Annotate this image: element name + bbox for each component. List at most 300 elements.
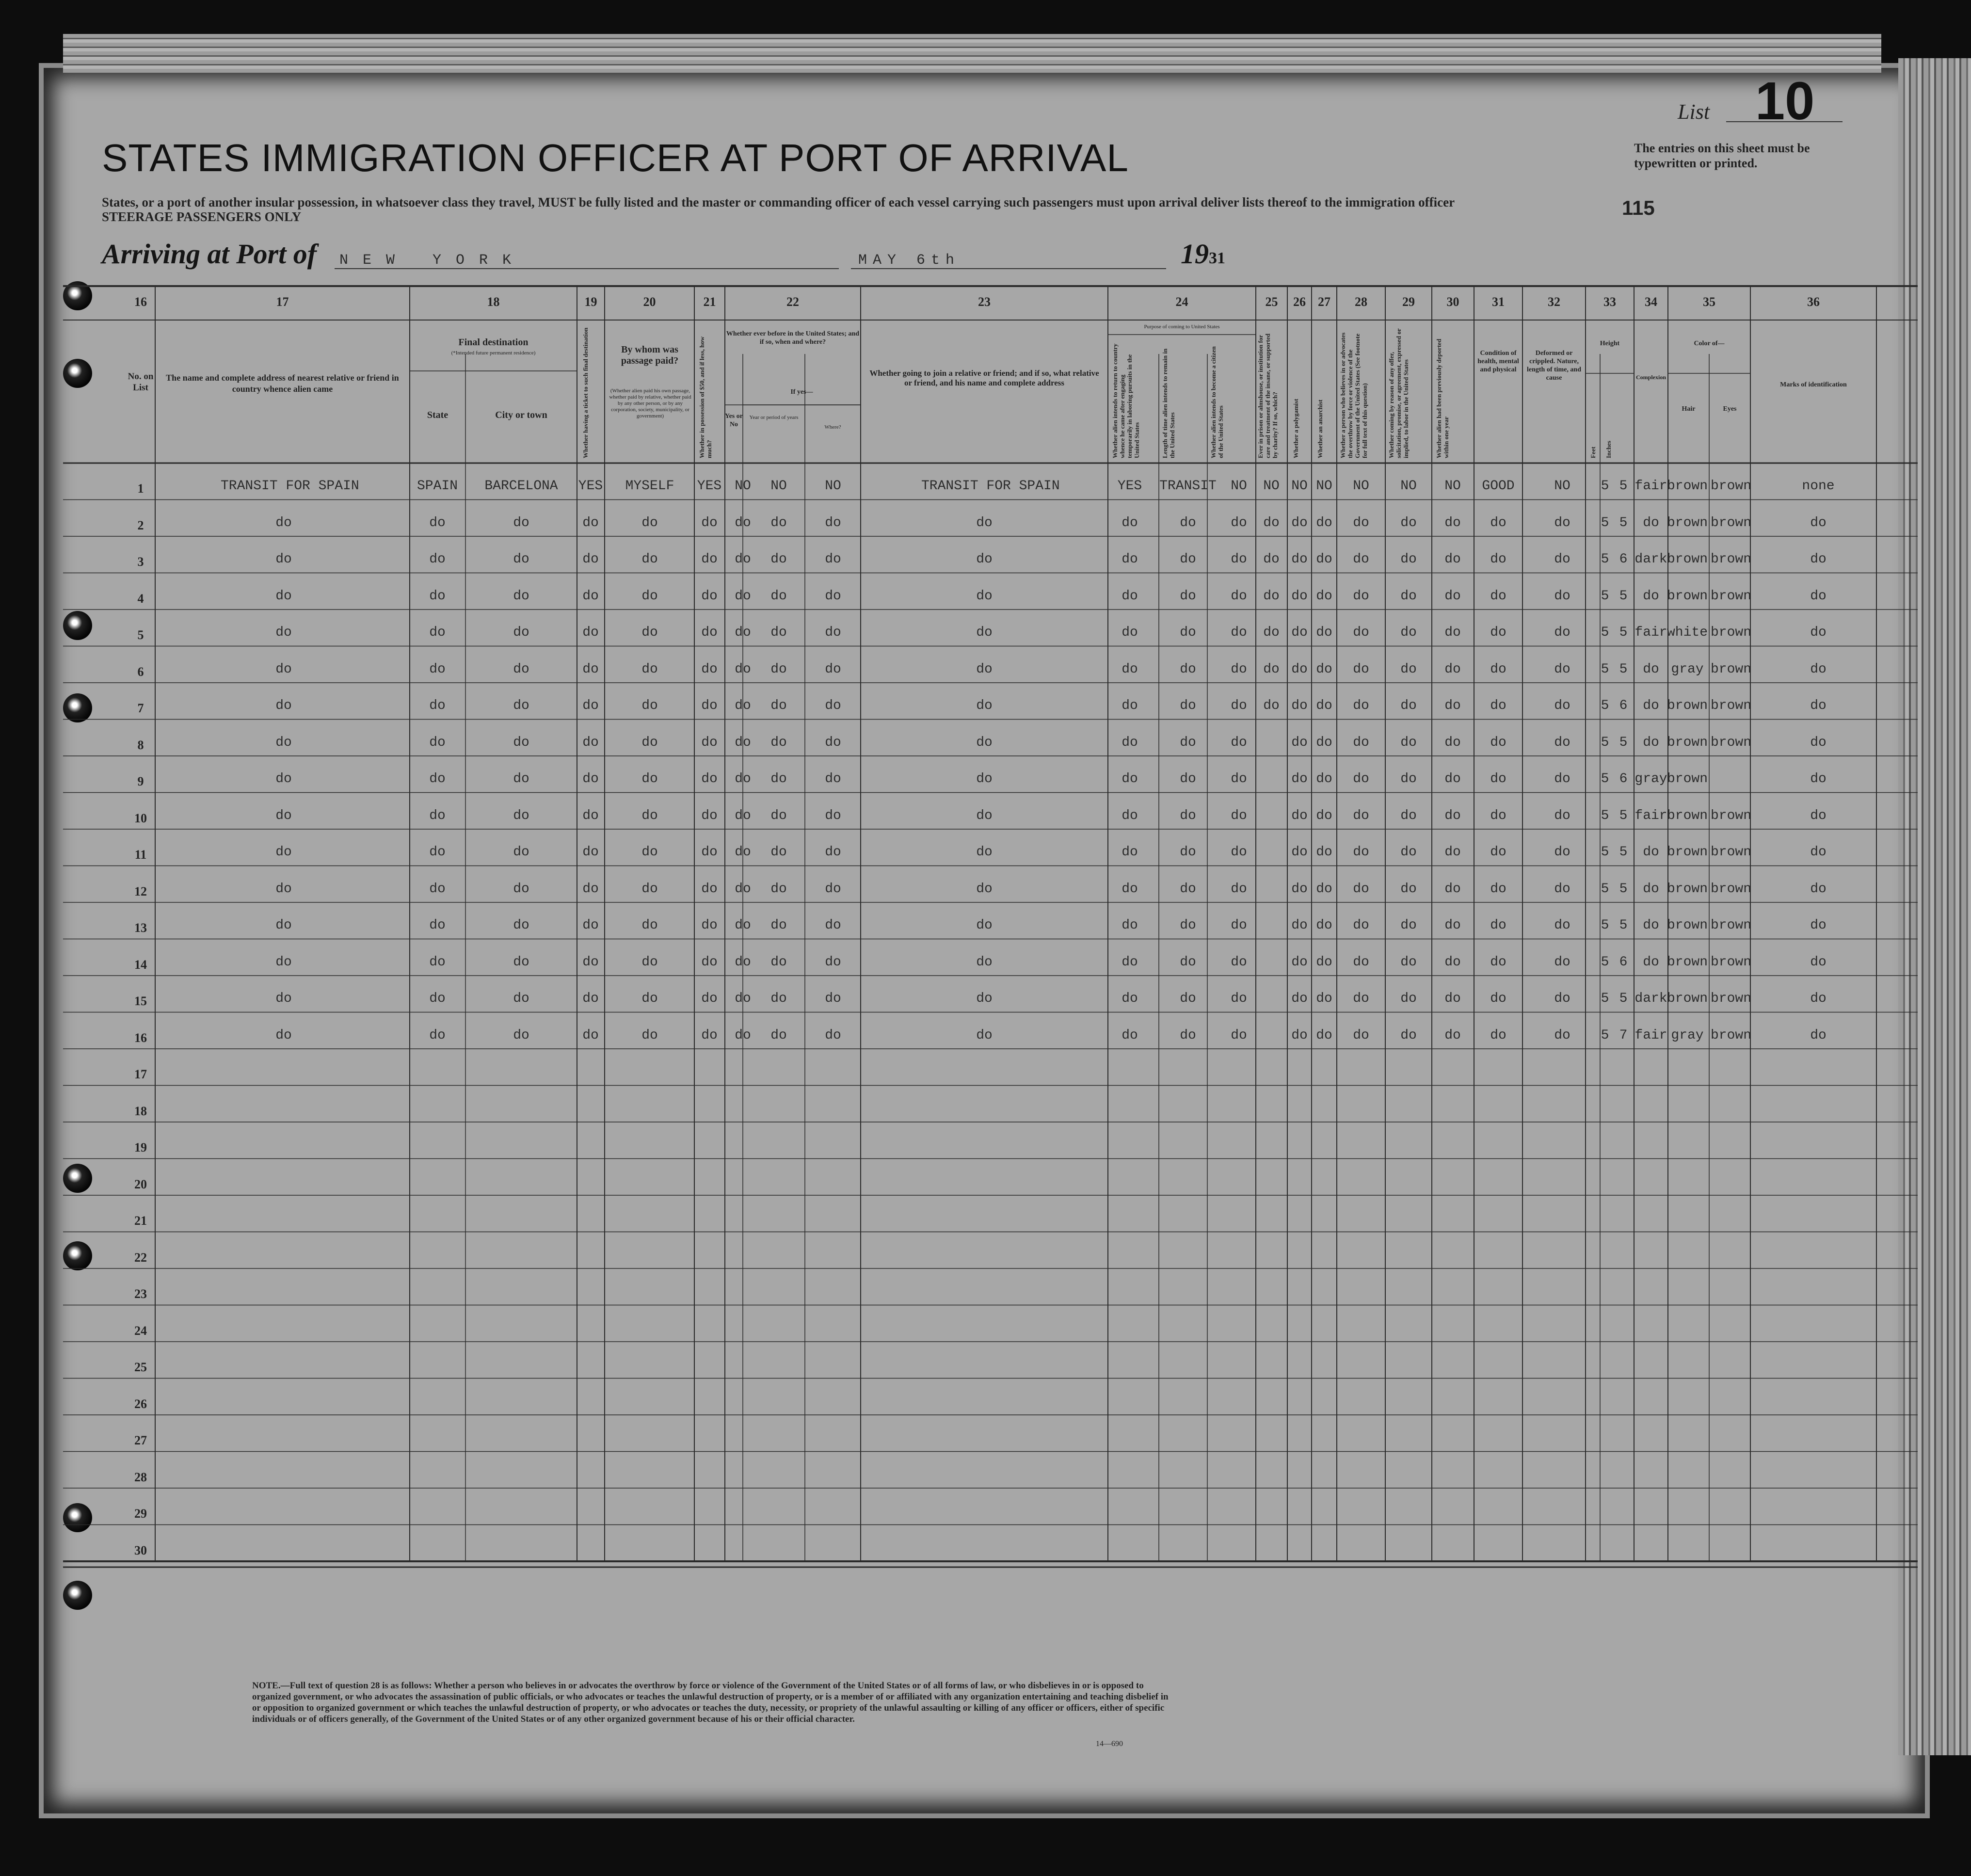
cell-period: do [770,771,787,786]
cell-marks: do [1810,845,1827,860]
cell-period: do [770,918,787,933]
cell-anar: do [1316,1027,1332,1043]
cell-state: do [429,954,446,970]
cell-inches: 6 [1619,954,1628,970]
cell-eyes: brown [1710,918,1751,933]
cell-complexion: do [1643,918,1659,933]
cell-ever: do [735,845,751,860]
row-number: 28 [134,1470,147,1484]
cell-by_whom: do [641,771,658,786]
cell-q28: do [1353,954,1369,970]
cell-by_whom: do [641,954,658,970]
cell-feet: 5 [1601,588,1609,604]
cell-prison: do [1263,515,1280,530]
cell-state: do [429,552,446,567]
cell-q29: do [1400,735,1417,750]
cell-state: SPAIN [417,479,458,494]
footnote: NOTE.—Full text of question 28 is as follows: Whether a person who believes in or advocates the overthrow by force or violence of the Government of the United States or of all forms of law, or who disbelieves in or is opposed to organized government, or who advocates the assassination of public officials, or who advocates or teaches the unlawful destruction of property, or is a member of or affiliated with any organization entertaining and teaching disbelief in or opposition to organized government or which teaches the unlawful destruction of property, or who advocates or teaches the duty, necessity, or propriety of the unlawful assaulting or killing of any officer or officers, either of specific individuals or of officers generally, of the Government of the United States or of any other organized government because of his or their official character. [252,1681,1169,1724]
cell-money: do [701,588,718,604]
cell-p_b: TRANSIT [1159,479,1217,494]
cell-ever: do [735,735,751,750]
row-number: 12 [134,884,147,898]
cell-anar: do [1316,515,1332,530]
cell-p_b: do [1180,698,1196,713]
cell-hair: gray [1671,661,1704,677]
cell-cond: do [1490,515,1506,530]
cell-marks: do [1810,918,1827,933]
cell-marks: do [1810,625,1827,640]
cell-q30: NO [1444,479,1461,494]
cell-hair: gray [1671,1027,1704,1043]
cell-period: do [770,881,787,897]
cell-p_b: do [1180,845,1196,860]
cell-city: do [513,771,529,786]
cell-where: do [825,881,841,897]
cell-period: do [770,698,787,713]
cell-q28: do [1353,698,1369,713]
column-number: 23 [978,295,991,309]
cell-hair: brown [1667,918,1708,933]
cell-deformed: do [1554,588,1570,604]
cell-q29: do [1400,515,1417,530]
cell-complexion: do [1643,661,1659,677]
cell-anar: do [1316,735,1332,750]
cell-hair: brown [1667,479,1708,494]
cell-hair: brown [1667,845,1708,860]
cell-money: do [701,881,718,897]
cell-p_c: do [1231,661,1247,677]
header-hair: Hair [1682,405,1696,413]
cell-period: do [770,991,787,1006]
cell-ever: do [735,552,751,567]
cell-q28: do [1353,991,1369,1006]
row-number: 30 [134,1543,147,1557]
cell-complexion: fair [1634,808,1667,823]
cell-feet: 5 [1601,954,1609,970]
cell-nearest: do [275,918,292,933]
header-polygamist: Whether a polygamist [1292,399,1299,458]
cell-anar: do [1316,954,1332,970]
cell-deformed: NO [1554,479,1570,494]
cell-q28: do [1353,625,1369,640]
header-prison: Ever in prison or almshouse, or institution for care and treatment of the insane, or supported by charity? If so, which? [1257,333,1279,458]
cell-marks: do [1810,735,1827,750]
cell-nearest: do [275,552,292,567]
column-number: 18 [487,295,500,309]
cell-q29: NO [1400,479,1417,494]
header-yes-no: Yes or No [725,413,743,428]
cell-q30: do [1444,954,1461,970]
row-number: 2 [137,518,144,532]
cell-eyes: brown [1710,588,1751,604]
cell-deformed: do [1554,771,1570,786]
cell-nearest: do [275,698,292,713]
cell-marks: do [1810,954,1827,970]
cell-ticket: do [582,588,599,604]
cell-where: do [825,954,841,970]
cell-deformed: do [1554,954,1570,970]
cell-cond: do [1490,918,1506,933]
cell-p_b: do [1180,1027,1196,1043]
cell-by_whom: do [641,661,658,677]
cell-deformed: do [1554,881,1570,897]
cell-p_c: do [1231,991,1247,1006]
cell-poly: do [1291,1027,1308,1043]
cell-q29: do [1400,588,1417,604]
cell-prison: do [1263,661,1280,677]
header-feet: Feet [1589,447,1597,458]
cell-q30: do [1444,661,1461,677]
cell-ever: do [735,588,751,604]
cell-p_c: do [1231,918,1247,933]
stamp-number: 115 [1622,196,1655,219]
cell-complexion: do [1643,735,1659,750]
cell-q30: do [1444,808,1461,823]
row-number: 15 [134,994,147,1008]
column-number: 27 [1318,295,1330,309]
cell-state: do [429,735,446,750]
row-number: 11 [134,848,147,862]
row-number: 26 [134,1396,147,1411]
row-number: 14 [134,957,147,972]
cell-p_c: do [1231,771,1247,786]
cell-ticket: do [582,918,599,933]
cell-ever: do [735,918,751,933]
cell-eyes: brown [1710,479,1751,494]
cell-cond: do [1490,881,1506,897]
row-number: 27 [134,1433,147,1447]
cell-cond: do [1490,808,1506,823]
header-nearest-relative: The name and complete address of nearest relative or friend in country whence alien came [166,373,399,394]
cell-anar: do [1316,991,1332,1006]
cell-inches: 5 [1619,625,1628,640]
cell-where: do [825,625,841,640]
cell-money: do [701,1027,718,1043]
cell-ever: do [735,954,751,970]
header-eyes: Eyes [1723,405,1737,413]
header-period: Year or period of years [749,415,799,420]
header-ever-before: Whether ever before in the United States; and if so, when and where? [726,330,860,346]
cell-nearest: do [275,661,292,677]
cell-prison: NO [1263,479,1280,494]
cell-join: do [976,515,993,530]
cell-p_a: do [1122,515,1138,530]
column-number: 26 [1293,295,1306,309]
cell-period: do [770,1027,787,1043]
cell-cond: do [1490,954,1506,970]
cell-p_c: do [1231,698,1247,713]
year-suffix: 31 [1209,249,1225,267]
cell-q29: do [1400,808,1417,823]
row-number: 24 [134,1323,147,1338]
cell-deformed: do [1554,1027,1570,1043]
cell-where: do [825,515,841,530]
cell-inches: 5 [1619,661,1628,677]
cell-eyes: brown [1710,991,1751,1006]
cell-marks: do [1810,661,1827,677]
cell-nearest: do [275,771,292,786]
cell-money: do [701,735,718,750]
arrival-port: NEW YORK [339,252,526,269]
cell-feet: 5 [1601,661,1609,677]
header-anarchist: Whether an anarchist [1316,400,1324,458]
cell-by_whom: do [641,625,658,640]
cell-q29: do [1400,954,1417,970]
cell-marks: do [1810,588,1827,604]
cell-marks: do [1810,1027,1827,1043]
cell-state: do [429,515,446,530]
cell-q28: do [1353,918,1369,933]
cell-inches: 5 [1619,515,1628,530]
cell-anar: do [1316,661,1332,677]
cell-period: do [770,845,787,860]
column-number: 20 [643,295,656,309]
cell-p_b: do [1180,881,1196,897]
cell-p_b: do [1180,515,1196,530]
cell-p_a: YES [1117,479,1142,494]
column-number: 32 [1548,295,1560,309]
cell-p_a: do [1122,661,1138,677]
cell-nearest: do [275,845,292,860]
column-number: 25 [1265,295,1278,309]
cell-city: do [513,808,529,823]
header-ticket: Whether having a ticket to such final destination [582,327,589,458]
cell-anar: do [1316,881,1332,897]
cell-cond: do [1490,1027,1506,1043]
cell-q30: do [1444,588,1461,604]
cell-hair: brown [1667,881,1708,897]
column-number: 16 [134,295,147,309]
cell-period: NO [770,479,787,494]
cell-hair: brown [1667,515,1708,530]
cell-hair: brown [1667,808,1708,823]
cell-money: do [701,625,718,640]
cell-deformed: do [1554,625,1570,640]
cell-complexion: fair [1634,479,1667,494]
cell-poly: do [1291,808,1308,823]
cell-eyes: brown [1710,552,1751,567]
cell-join: do [976,1027,993,1043]
cell-q30: do [1444,991,1461,1006]
cell-complexion: do [1643,954,1659,970]
cell-anar: do [1316,845,1332,860]
header-complexion: Complexion [1635,374,1666,381]
arriving-label: Arriving at Port of [102,238,317,270]
cell-where: do [825,808,841,823]
cell-city: do [513,845,529,860]
row-number: 29 [134,1507,147,1521]
cell-inches: 5 [1619,588,1628,604]
cell-feet: 5 [1601,552,1609,567]
cell-p_b: do [1180,625,1196,640]
cell-deformed: do [1554,735,1570,750]
cell-eyes: brown [1710,845,1751,860]
header-purpose: Purpose of coming to United States [1144,324,1220,330]
cell-q30: do [1444,918,1461,933]
cell-feet: 5 [1601,479,1609,494]
cell-eyes: brown [1710,954,1751,970]
cell-p_c: do [1231,515,1247,530]
header-purpose-a: Whether alien intends to return to country whence he came after engaging temporarily in laboring pursuits in the United States [1111,343,1140,458]
cell-poly: do [1291,552,1308,567]
cell-state: do [429,918,446,933]
cell-p_b: do [1180,588,1196,604]
cell-by_whom: do [641,808,658,823]
cell-poly: do [1291,735,1308,750]
cell-p_c: do [1231,625,1247,640]
cell-money: do [701,991,718,1006]
form-number: 14—690 [1096,1740,1123,1748]
cell-ticket: do [582,991,599,1006]
header-height: Height [1600,340,1620,347]
cell-feet: 5 [1601,771,1609,786]
cell-p_a: do [1122,588,1138,604]
cell-marks: do [1810,881,1827,897]
cell-q28: do [1353,588,1369,604]
cell-feet: 5 [1601,881,1609,897]
row-number: 23 [134,1287,147,1301]
column-number: 29 [1402,295,1415,309]
cell-q30: do [1444,881,1461,897]
row-number: 3 [137,555,144,569]
cell-state: do [429,625,446,640]
cell-complexion: do [1643,845,1659,860]
cell-poly: do [1291,698,1308,713]
cell-poly: NO [1291,479,1308,494]
cell-q29: do [1400,552,1417,567]
cell-p_c: do [1231,881,1247,897]
cell-cond: do [1490,845,1506,860]
cell-p_c: do [1231,845,1247,860]
cell-poly: do [1291,954,1308,970]
row-number: 4 [137,591,144,606]
cell-poly: do [1291,918,1308,933]
cell-join: do [976,881,993,897]
cell-ever: do [735,991,751,1006]
row-number: 8 [137,738,144,752]
cell-anar: NO [1316,479,1332,494]
row-number: 9 [137,774,144,788]
cell-money: do [701,515,718,530]
cell-hair: brown [1667,991,1708,1006]
cell-q29: do [1400,845,1417,860]
row-number: 5 [137,628,144,642]
cell-q30: do [1444,625,1461,640]
cell-p_c: NO [1231,479,1247,494]
cell-inches: 7 [1619,1027,1628,1043]
cell-q28: do [1353,661,1369,677]
cell-where: do [825,661,841,677]
cell-city: do [513,625,529,640]
cell-p_b: do [1180,954,1196,970]
cell-poly: do [1291,515,1308,530]
cell-anar: do [1316,918,1332,933]
cell-join: do [976,771,993,786]
cell-poly: do [1291,991,1308,1006]
cell-deformed: do [1554,698,1570,713]
cell-where: do [825,588,841,604]
column-number: 24 [1175,295,1188,309]
cell-marks: do [1810,771,1827,786]
cell-inches: 6 [1619,552,1628,567]
cell-nearest: do [275,515,292,530]
cell-state: do [429,808,446,823]
cell-hair: brown [1667,735,1708,750]
column-number: 35 [1703,295,1715,309]
cell-p_c: do [1231,735,1247,750]
cell-ticket: do [582,845,599,860]
cell-inches: 5 [1619,991,1628,1006]
cell-where: do [825,771,841,786]
cell-complexion: do [1643,881,1659,897]
cell-join: do [976,661,993,677]
cell-q30: do [1444,845,1461,860]
cell-complexion: do [1643,588,1659,604]
header-deformed: Deformed or crippled. Nature, length of time, and cause [1527,350,1581,382]
row-number: 21 [134,1214,147,1228]
cell-hair: brown [1667,771,1708,786]
cell-anar: do [1316,771,1332,786]
cell-ever: NO [735,479,751,494]
cell-ticket: do [582,808,599,823]
cell-marks: do [1810,991,1827,1006]
cell-q30: do [1444,515,1461,530]
cell-q28: do [1353,845,1369,860]
cell-state: do [429,991,446,1006]
cell-money: do [701,845,718,860]
cell-q30: do [1444,698,1461,713]
cell-ever: do [735,661,751,677]
row-number: 25 [134,1360,147,1374]
cell-ever: do [735,625,751,640]
header-final-destination-note: (*Intended future permanent residence) [451,350,536,356]
cell-deformed: do [1554,661,1570,677]
cell-money: do [701,552,718,567]
cell-q28: do [1353,515,1369,530]
cell-nearest: TRANSIT FOR SPAIN [221,479,359,494]
cell-q29: do [1400,698,1417,713]
cell-state: do [429,771,446,786]
cell-poly: do [1291,771,1308,786]
cell-period: do [770,954,787,970]
cell-anar: do [1316,808,1332,823]
header-money: Whether in possession of $50, and if less, how much? [698,336,713,458]
cell-city: do [513,954,529,970]
cell-city: do [513,991,529,1006]
cell-state: do [429,661,446,677]
row-number: 19 [134,1140,147,1154]
header-purpose-b: Length of time alien intends to remain in the United States [1161,348,1176,458]
cell-p_a: do [1122,881,1138,897]
cell-deformed: do [1554,845,1570,860]
cell-by_whom: do [641,881,658,897]
header-inches: Inches [1605,440,1612,458]
cell-feet: 5 [1601,515,1609,530]
column-number: 21 [703,295,716,309]
cell-by_whom: MYSELF [625,479,674,494]
cell-p_c: do [1231,552,1247,567]
cell-join: do [976,845,993,860]
cell-city: do [513,881,529,897]
header-join-relative: Whether going to join a relative or friend; and if so, what relative or friend, and his name and complete address [869,369,1099,387]
column-number: 36 [1807,295,1820,309]
cell-q30: do [1444,771,1461,786]
cell-by_whom: do [641,1027,658,1043]
cell-by_whom: do [641,588,658,604]
cell-prison: do [1263,552,1280,567]
header-marks: Marks of identification [1780,381,1847,388]
cell-complexion: dark [1634,552,1667,567]
